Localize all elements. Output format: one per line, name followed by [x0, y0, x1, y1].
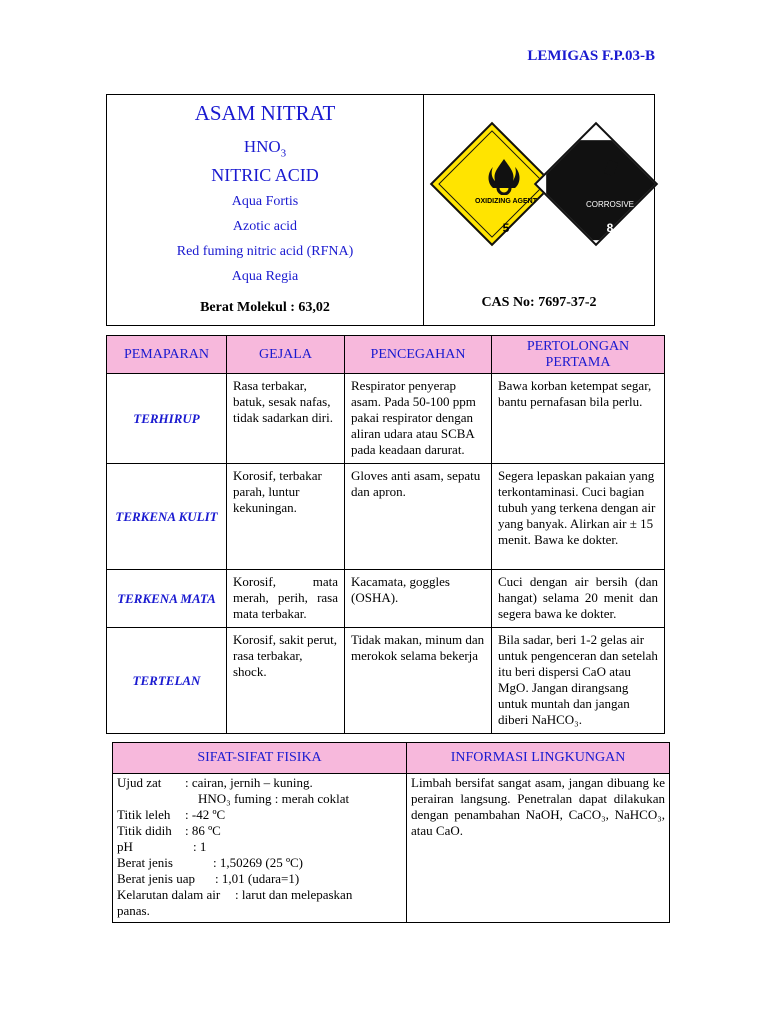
- cas-number: CAS No: 7697-37-2: [481, 295, 597, 310]
- chemical-title: ASAM NITRAT: [194, 101, 336, 125]
- corrosive-label: CORROSIVE: [585, 200, 634, 209]
- table-row: [107, 374, 665, 464]
- column-header: PENCEGAHAN: [345, 336, 492, 374]
- exposure-table: [106, 335, 665, 734]
- properties-table: [112, 742, 670, 923]
- property-value: : 1: [193, 839, 207, 854]
- synonym: Azotic acid: [232, 219, 298, 234]
- synonym: Aqua Fortis: [231, 194, 299, 209]
- property-label: Ujud zat: [117, 775, 162, 790]
- column-header: SIFAT-SIFAT FISIKA: [113, 743, 407, 774]
- property-label: pH: [117, 839, 133, 854]
- corrosive-class: 8: [606, 221, 614, 235]
- table-row: [107, 570, 665, 628]
- property-value: HNO₃ fuming : merah coklat: [198, 791, 350, 806]
- property-line: [117, 855, 402, 871]
- environment-info: Limbah bersifat sangat asam, jangan dibuang ke perairan langsung. Penetralan dapat dilakukan dengan penambahan NaOH, CaCO₃, NaHCO₃, atau CaO.: [407, 774, 670, 923]
- english-name: NITRIC ACID: [211, 165, 319, 185]
- oxidizer-class: 5: [502, 221, 510, 235]
- corrosion-pictogram-icon: [576, 157, 636, 193]
- prevention-cell: Respirator penyerap asam. Pada 50-100 ppm pakai respirator dengan aliran udara atau SCBA pada keadaan darurat.: [345, 374, 492, 464]
- property-label: Berat jenis: [117, 855, 173, 870]
- formula-text: HNO: [243, 137, 281, 156]
- property-line: [117, 823, 402, 839]
- molecular-weight: Berat Molekul : 63,02: [200, 300, 330, 315]
- property-value: : larut dan melepaskan: [235, 887, 353, 902]
- property-label: Kelarutan dalam air: [117, 887, 221, 902]
- property-line: [117, 807, 402, 823]
- symptoms-cell: Korosif, sakit perut, rasa terbakar, shock.: [227, 628, 345, 734]
- property-value: : 1,01 (udara=1): [215, 871, 300, 886]
- document-code: LEMIGAS F.P.03-B: [527, 48, 655, 64]
- property-label: Titik leleh: [117, 807, 171, 822]
- table-row: [107, 464, 665, 570]
- synonym: Red fuming nitric acid (RFNA): [176, 244, 354, 259]
- chemical-names: [107, 95, 424, 325]
- column-header: PEMAPARAN: [107, 336, 227, 374]
- exposure-route: TERTELAN: [107, 628, 227, 734]
- table-row: [107, 628, 665, 734]
- identity-box: [106, 94, 655, 326]
- property-line: [117, 775, 402, 791]
- property-line: [117, 871, 402, 887]
- property-label: Titik didih: [117, 823, 172, 838]
- exposure-route: TERKENA MATA: [107, 570, 227, 628]
- table-row: [113, 774, 670, 923]
- first-aid-cell: Bawa korban ketempat segar, bantu pernafasan bila perlu.: [492, 374, 665, 464]
- prevention-cell: Kacamata, goggles (OSHA).: [345, 570, 492, 628]
- first-aid-cell: Segera lepaskan pakaian yang terkontaminasi. Cuci bagian tubuh yang terkena dengan air yang banyak. Alirkan air ± 15 menit. Bawa ke dokter.: [492, 464, 665, 570]
- column-header: PERTOLONGAN PERTAMA: [492, 336, 665, 374]
- property-line: [117, 791, 402, 807]
- prevention-cell: Gloves anti asam, sepatu dan apron.: [345, 464, 492, 570]
- property-line: [117, 903, 402, 919]
- oxidizer-label: OXIDIZING AGENT: [475, 198, 537, 205]
- column-header: GEJALA: [227, 336, 345, 374]
- property-value: : cairan, jernih – kuning.: [185, 775, 313, 790]
- exposure-route: TERKENA KULIT: [107, 464, 227, 570]
- symptoms-cell: Korosif, terbakar parah, luntur kekuningan.: [227, 464, 345, 570]
- prevention-cell: Tidak makan, minum dan merokok selama bekerja: [345, 628, 492, 734]
- synonym: Aqua Regia: [231, 269, 299, 284]
- table-header-row: [107, 336, 665, 374]
- column-header: INFORMASI LINGKUNGAN: [407, 743, 670, 774]
- first-aid-cell: Cuci dengan air bersih (dan hangat) selama 20 menit dan segera bawa ke dokter.: [492, 570, 665, 628]
- formula-subscript: 3: [280, 147, 287, 160]
- property-label: Berat jenis uap: [117, 871, 195, 886]
- property-label: panas.: [117, 903, 150, 918]
- property-value: : 86 ºC: [185, 823, 221, 838]
- physical-properties: [113, 774, 407, 923]
- chemical-formula: [107, 137, 423, 159]
- exposure-route: TERHIRUP: [107, 374, 227, 464]
- hazard-area: [424, 95, 654, 325]
- table-header-row: [113, 743, 670, 774]
- symptoms-cell: Korosif, mata merah, perih, rasa mata terbakar.: [227, 570, 345, 628]
- flame-over-circle-icon: [479, 155, 529, 195]
- property-line: [117, 887, 402, 903]
- property-line: [117, 839, 402, 855]
- symptoms-cell: Rasa terbakar, batuk, sesak nafas, tidak sadarkan diri.: [227, 374, 345, 464]
- property-value: : 1,50269 (25 ºC): [213, 855, 303, 870]
- first-aid-cell: Bila sadar, beri 1-2 gelas air untuk pengenceran dan setelah itu beri dispersi CaO atau MgO. Jangan dirangsang untuk muntah dan jangan diberi NaHCO₃.: [492, 628, 665, 734]
- property-value: : -42 ºC: [185, 807, 226, 822]
